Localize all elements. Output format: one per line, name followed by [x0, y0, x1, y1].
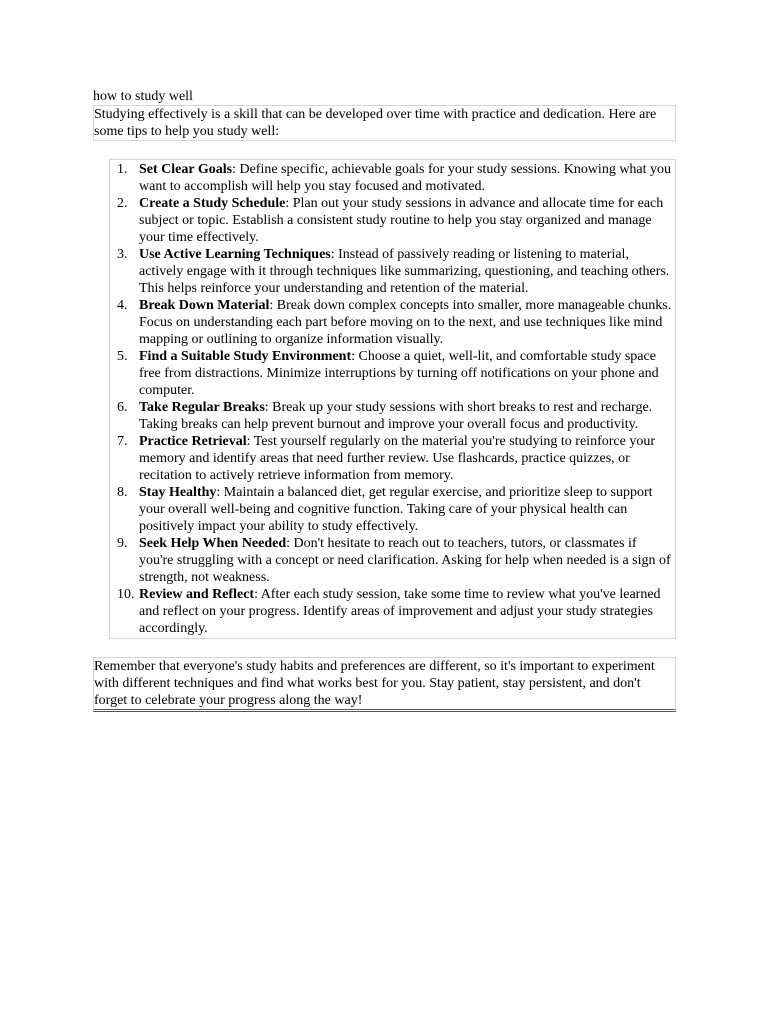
list-item: [110, 195, 673, 246]
list-item-term: Seek Help When Needed: [139, 536, 287, 551]
list-item: [110, 586, 673, 637]
list-item-text: : Maintain a balanced diet, get regular exercise, and prioritize sleep to support your overall well-being and cognitive function. Taking care of your physical health can positively impact your ability to study effectively.: [139, 485, 653, 534]
list-item-number: 10.: [117, 587, 135, 602]
list-item: [110, 348, 673, 399]
list-item: [110, 433, 673, 484]
list-item-text: : Define specific, achievable goals for your study sessions. Knowing what you want to accomplish will help you stay focused and motivated.: [139, 162, 672, 194]
list-item-text: : After each study session, take some time to review what you've learned and reflect on your progress. Identify areas of improvement and adjust your study strategies accordingly.: [139, 587, 661, 636]
list-item-number: 5.: [117, 349, 128, 364]
list-item-term: Practice Retrieval: [139, 434, 247, 449]
list-item-term: Take Regular Breaks: [139, 400, 265, 415]
list-item-number: 1.: [117, 162, 128, 177]
list-item: [110, 246, 673, 297]
intro-paragraph: Studying effectively is a skill that can be developed over time with practice and dedication. Here are some tips to help you study well:: [93, 105, 676, 141]
list-item-number: 6.: [117, 400, 128, 415]
list-item-term: Find a Suitable Study Environment: [139, 349, 352, 364]
list-item-number: 8.: [117, 485, 128, 500]
list-item-term: Set Clear Goals: [139, 162, 233, 177]
list-item-text: : Test yourself regularly on the material you're studying to reinforce your memory and identify areas that need further review. Use flashcards, practice quizzes, or recitation to actively retrieve information from memory.: [139, 434, 655, 483]
list-item: [110, 297, 673, 348]
list-item-number: 7.: [117, 434, 128, 449]
list-item-text: : Choose a quiet, well-lit, and comfortable study space free from distractions. Minimize interruptions by turning off notifications on your phone and computer.: [139, 349, 659, 398]
list-item-term: Stay Healthy: [139, 485, 217, 500]
list-item-term: Review and Reflect: [139, 587, 255, 602]
list-item: [110, 535, 673, 586]
list-item: [110, 399, 673, 433]
list-item-term: Use Active Learning Techniques: [139, 247, 331, 262]
list-item-term: Break Down Material: [139, 298, 270, 313]
closing-paragraph: Remember that everyone's study habits and preferences are different, so it's important to experiment with different techniques and find what works best for you. Stay patient, stay persistent, and don't forget to celebrate your progress along the way!: [93, 657, 676, 712]
document-title: how to study well: [93, 89, 193, 104]
list-item-text: : Break up your study sessions with short breaks to rest and recharge. Taking breaks can help prevent burnout and improve your overall focus and productivity.: [139, 400, 653, 432]
list-item-text: : Plan out your study sessions in advance and allocate time for each subject or topic. Establish a consistent study routine to help you stay organized and manage your time effectively.: [139, 196, 664, 245]
list-item-text: : Break down complex concepts into smaller, more manageable chunks. Focus on understanding each part before moving on to the next, and use techniques like mind mapping or outlining to organize information visually.: [139, 298, 672, 347]
list-item: [110, 484, 673, 535]
list-item-number: 9.: [117, 536, 128, 551]
list-item-text: : Instead of passively reading or listening to material, actively engage with it through techniques like summarizing, questioning, and teaching others. This helps reinforce your understanding and retention of the material.: [139, 247, 670, 296]
list-item-number: 4.: [117, 298, 128, 313]
list-item-term: Create a Study Schedule: [139, 196, 286, 211]
list-item: [110, 161, 673, 195]
document-page: [93, 88, 676, 712]
tips-list-box: [109, 159, 676, 639]
list-item-number: 3.: [117, 247, 128, 262]
list-item-number: 2.: [117, 196, 128, 211]
tips-list: [110, 161, 673, 637]
list-item-text: : Don't hesitate to reach out to teachers, tutors, or classmates if you're struggling with a concept or need clarification. Asking for help when needed is a sign of strength, not weakness.: [139, 536, 671, 585]
